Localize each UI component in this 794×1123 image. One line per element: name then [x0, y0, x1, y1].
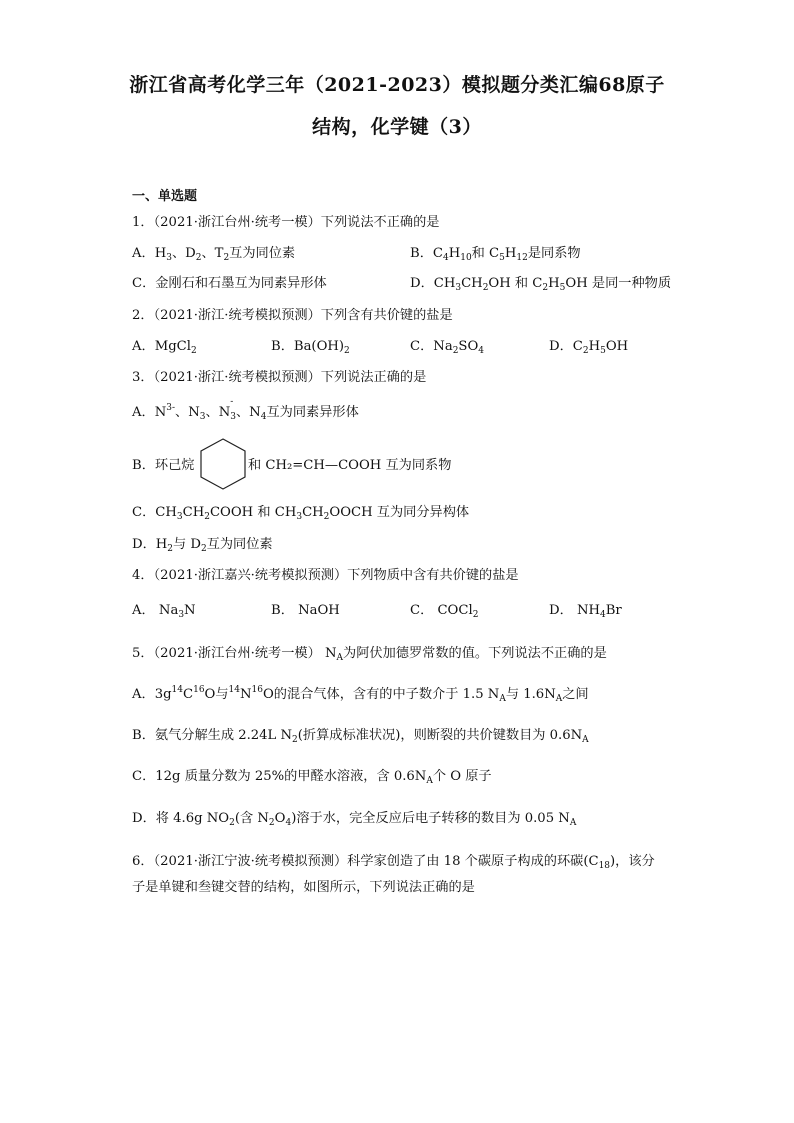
section-heading: 一、单选题: [132, 189, 198, 204]
question-3-option-a: A．$N^{3-}$、$N_3$、N - $_3$、$N_4$互为同素异形体: [132, 397, 359, 422]
question-2-option-b: B．$Ba(OH)_2$: [271, 339, 350, 356]
question-4-option-a: A． $Na_3N$: [132, 603, 196, 620]
question-2-stem: 2．（2021·浙江·统考模拟预测）下列含有共价键的盐是: [132, 308, 453, 323]
question-2-option-a: A．MgCl$_2$: [132, 339, 197, 356]
question-5-option-c: C．12g 质量分数为 25%的甲醛水溶液，含 $0.6N_A$个 O 原子: [132, 769, 492, 786]
question-2-option-c: C．$Na_2SO_4$: [410, 339, 485, 356]
question-3-option-b-text: 和 CH₂=CH—COOH 互为同系物: [248, 458, 452, 473]
cyclohexane-structure: [199, 437, 247, 491]
question-5-option-b: B．氨气分解生成 2.24L $N_2$(折算成标准状况)，则断裂的共价键数目为 $0.6N_A$: [132, 728, 589, 745]
question-3-option-b-label: B．环己烷: [132, 458, 195, 473]
question-4-option-b: B． NaOH: [271, 603, 340, 618]
question-2-option-d: D．$C_2H_5OH$: [549, 339, 629, 356]
question-6-stem-line1: 6．（2021·浙江宁波·统考模拟预测）科学家创造了由 18 个碳原子构成的环碳$(C_{18})$，该分: [132, 854, 655, 871]
question-1-option-b: B．$C_4H_{10}$和 $C_5H_{12}$是同系物: [410, 246, 581, 263]
question-3-option-c: C．$CH_3CH_2COOH$ 和 $CH_3CH_2OOCH$ 互为同分异构体: [132, 505, 470, 522]
question-5-option-d: D．将 4.6g $NO_2$(含 $N_2O_4$)溶于水，完全反应后电子转移的数目为 0.05 $N_A$: [132, 811, 577, 828]
question-6-stem-line2: 子是单键和叁键交替的结构，如图所示，下列说法正确的是: [132, 880, 475, 895]
question-3-stem: 3．（2021·浙江·统考模拟预测）下列说法正确的是: [132, 370, 427, 385]
question-1-option-d: D．$CH_3CH_2OH$ 和 $C_2H_5OH$ 是同一种物质: [410, 276, 672, 293]
question-4-option-d: D． $NH_4Br$: [549, 603, 622, 620]
question-4-stem: 4．（2021·浙江嘉兴·统考模拟预测）下列物质中含有共价键的盐是: [132, 568, 519, 583]
question-4-option-c: C． COCl$_2$: [410, 603, 479, 620]
question-5-option-a: A．$3g^{14}C^{16}O$与$^{14}N^{16}O$的混合气体，含有的中子数介于 1.5 $N_A$与 $1.6N_A$之间: [132, 685, 589, 704]
question-1-option-a: A．$H_3$、$D_2$、$T_2$互为同位素: [132, 246, 296, 263]
question-1-stem: 1．（2021·浙江台州·统考一模）下列说法不正确的是: [132, 215, 440, 230]
document-title-line2: 结构，化学键（3）: [312, 116, 482, 138]
question-3-option-d: D．$H_2$与 $D_2$互为同位素: [132, 537, 273, 554]
document-title-line1: 浙江省高考化学三年（2021-2023）模拟题分类汇编68原子: [129, 74, 665, 96]
question-1-option-c: C．金刚石和石墨互为同素异形体: [132, 276, 327, 291]
question-5-stem: 5．（2021·浙江台州·统考一模） $N_A$为阿伏加德罗常数的值。下列说法不正确的是: [132, 646, 607, 663]
